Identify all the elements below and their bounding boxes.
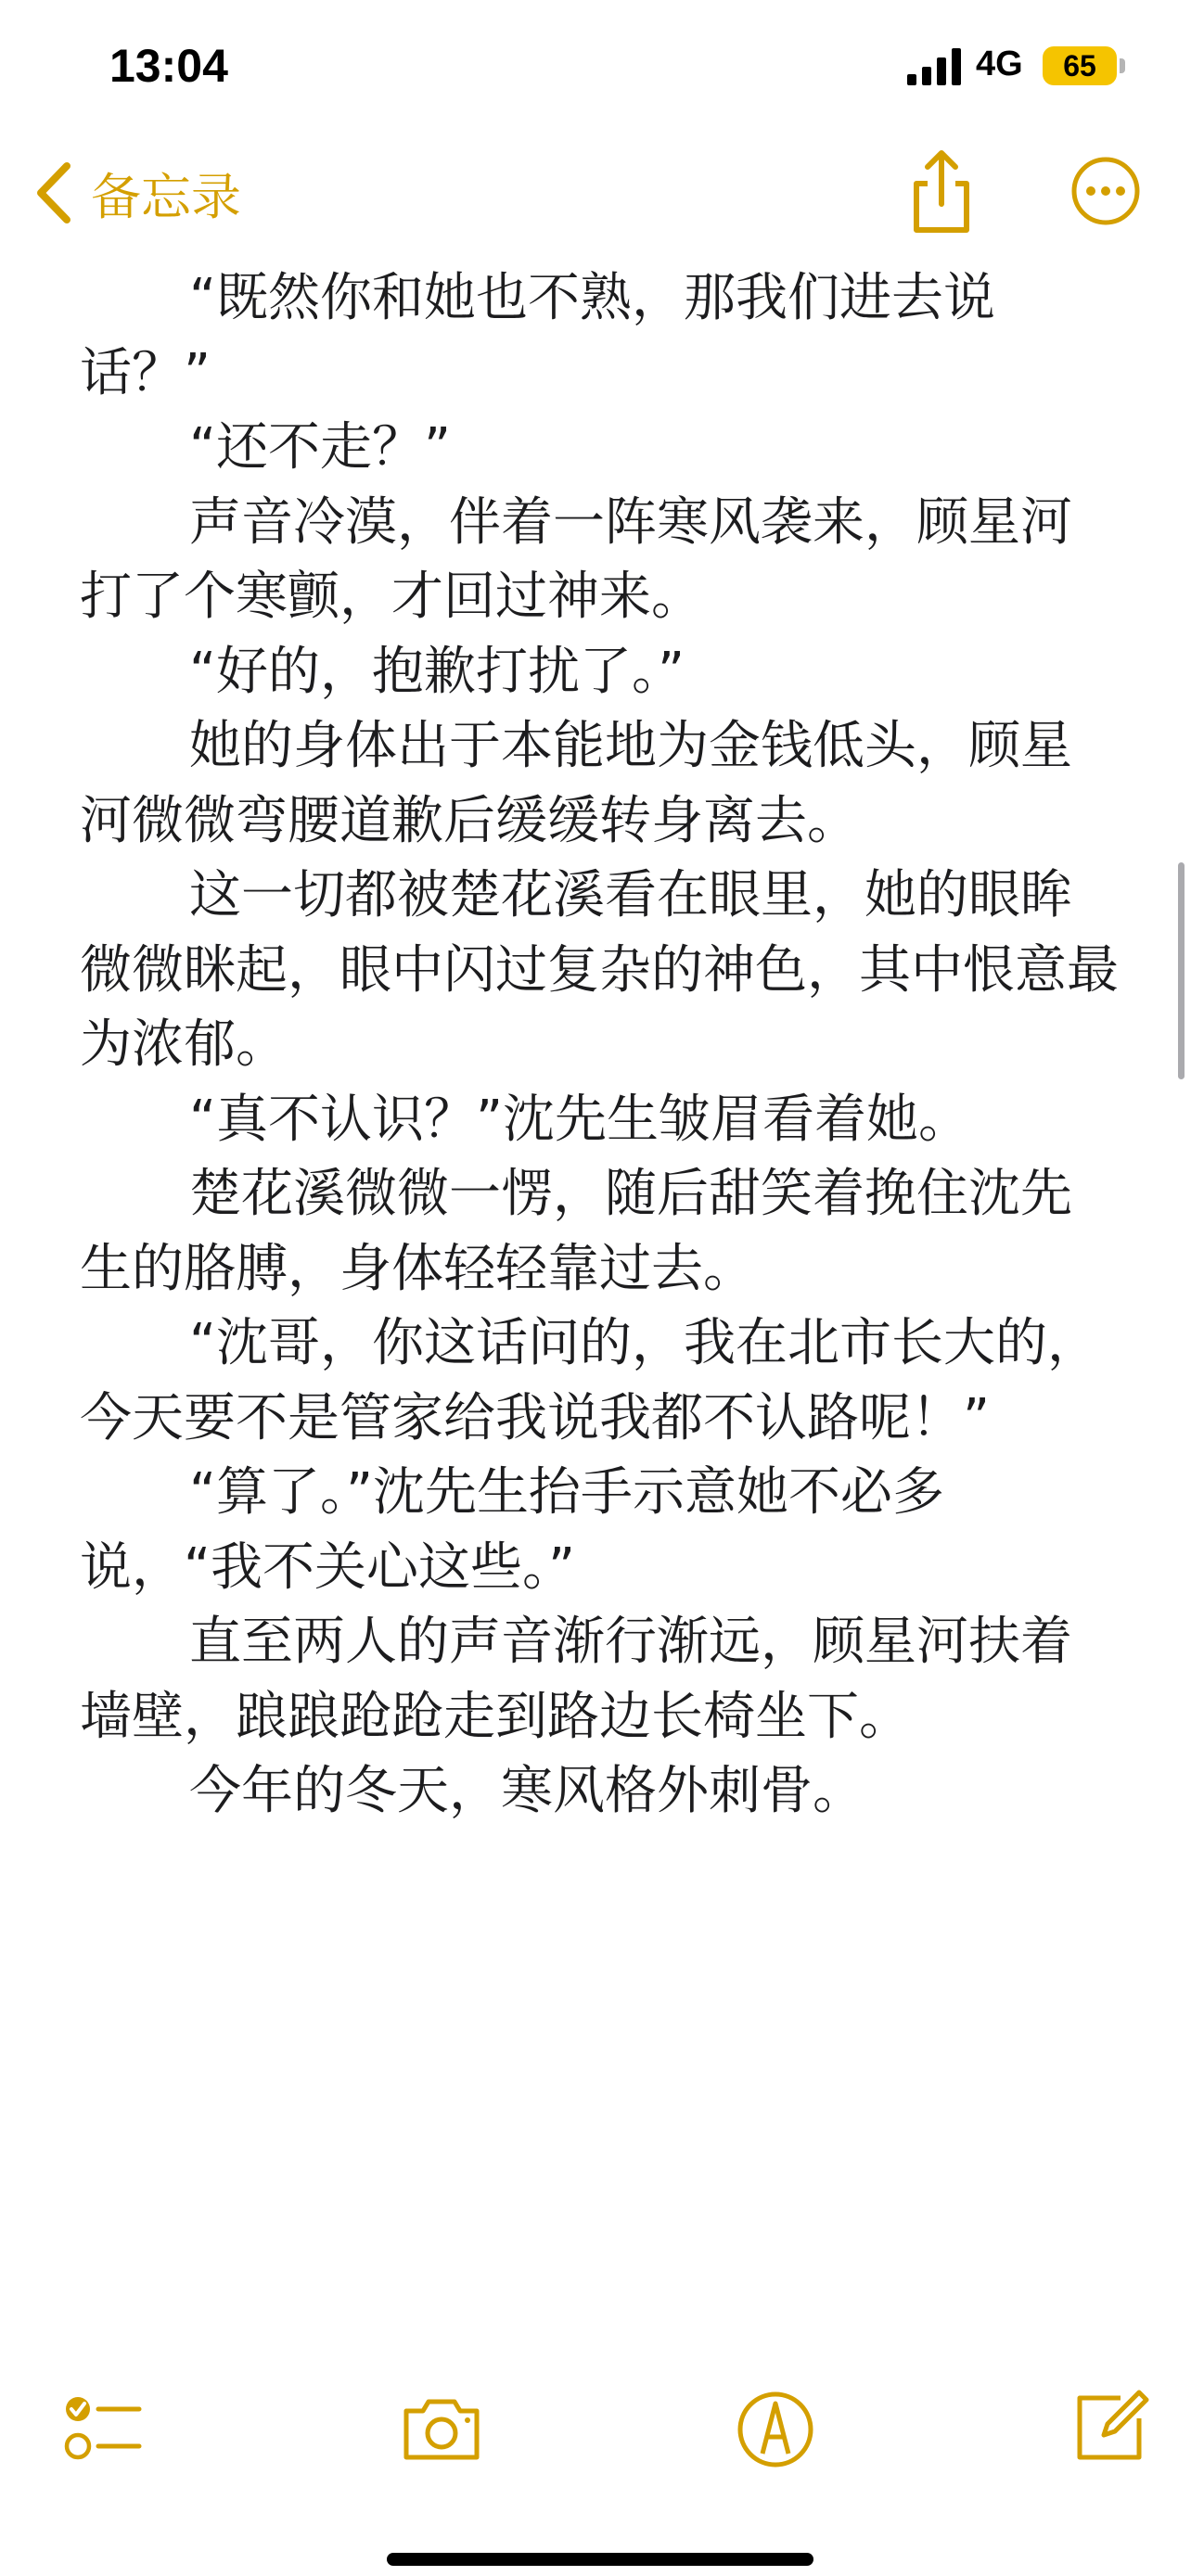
more-ellipsis-icon[interactable] xyxy=(1070,156,1141,226)
note-paragraph: 这一切都被楚花溪看在眼里，她的眼眸微微眯起，眼中闪过复杂的神色，其中恨意最为浓郁。 xyxy=(80,865,1119,1075)
note-paragraph: 直至两人的声音渐行渐远，顾星河扶着墙壁，踉踉跄跄走到路边长椅坐下。 xyxy=(80,1612,1072,1747)
camera-icon[interactable] xyxy=(397,2383,486,2472)
battery-cap xyxy=(1120,58,1125,73)
network-label: 4G xyxy=(976,45,1023,83)
note-paragraph: “既然你和她也不熟，那我们进去说话？” xyxy=(80,268,996,403)
note-paragraph: 今年的冬天，寒风格外刺骨。 xyxy=(189,1761,864,1821)
scrollbar[interactable] xyxy=(1178,862,1185,1079)
bottom-toolbar xyxy=(0,2383,1191,2485)
compose-icon[interactable] xyxy=(1065,2383,1154,2472)
markup-pen-icon[interactable] xyxy=(731,2383,820,2472)
status-bar xyxy=(0,0,1191,130)
note-paragraph: “还不走？” xyxy=(189,417,452,478)
note-paragraph: “真不认识？”沈先生皱眉看着她。 xyxy=(189,1089,971,1150)
cellular-signal-icon xyxy=(907,48,965,85)
note-paragraph: 声音冷漠，伴着一阵寒风袭来，顾星河打了个寒颤，才回过神来。 xyxy=(80,491,1072,627)
back-label: 备忘录 xyxy=(91,167,241,226)
note-paragraph: “算了。”沈先生抬手示意她不必多说，“我不关心这些。” xyxy=(80,1462,945,1598)
note-body[interactable] xyxy=(80,261,1119,1830)
chevron-left-icon xyxy=(33,160,74,225)
checklist-icon[interactable] xyxy=(58,2383,147,2472)
home-indicator[interactable] xyxy=(387,2553,813,2566)
share-icon[interactable] xyxy=(907,148,976,237)
note-paragraph: 楚花溪微微一愣，随后甜笑着挽住沈先生的胳膊，身体轻轻靠过去。 xyxy=(80,1164,1072,1299)
back-button[interactable] xyxy=(33,156,241,230)
note-paragraph: “好的，抱歉打扰了。” xyxy=(189,641,685,702)
status-time: 13:04 xyxy=(109,40,228,92)
note-paragraph: 她的身体出于本能地为金钱低头，顾星河微微弯腰道歉后缓缓转身离去。 xyxy=(80,716,1072,851)
battery-indicator: 65 xyxy=(1043,46,1117,85)
note-paragraph: “沈哥，你这话问的，我在北市长大的，今天要不是管家给我说我都不认路呢！” xyxy=(80,1313,1100,1448)
navigation-bar xyxy=(0,130,1191,250)
